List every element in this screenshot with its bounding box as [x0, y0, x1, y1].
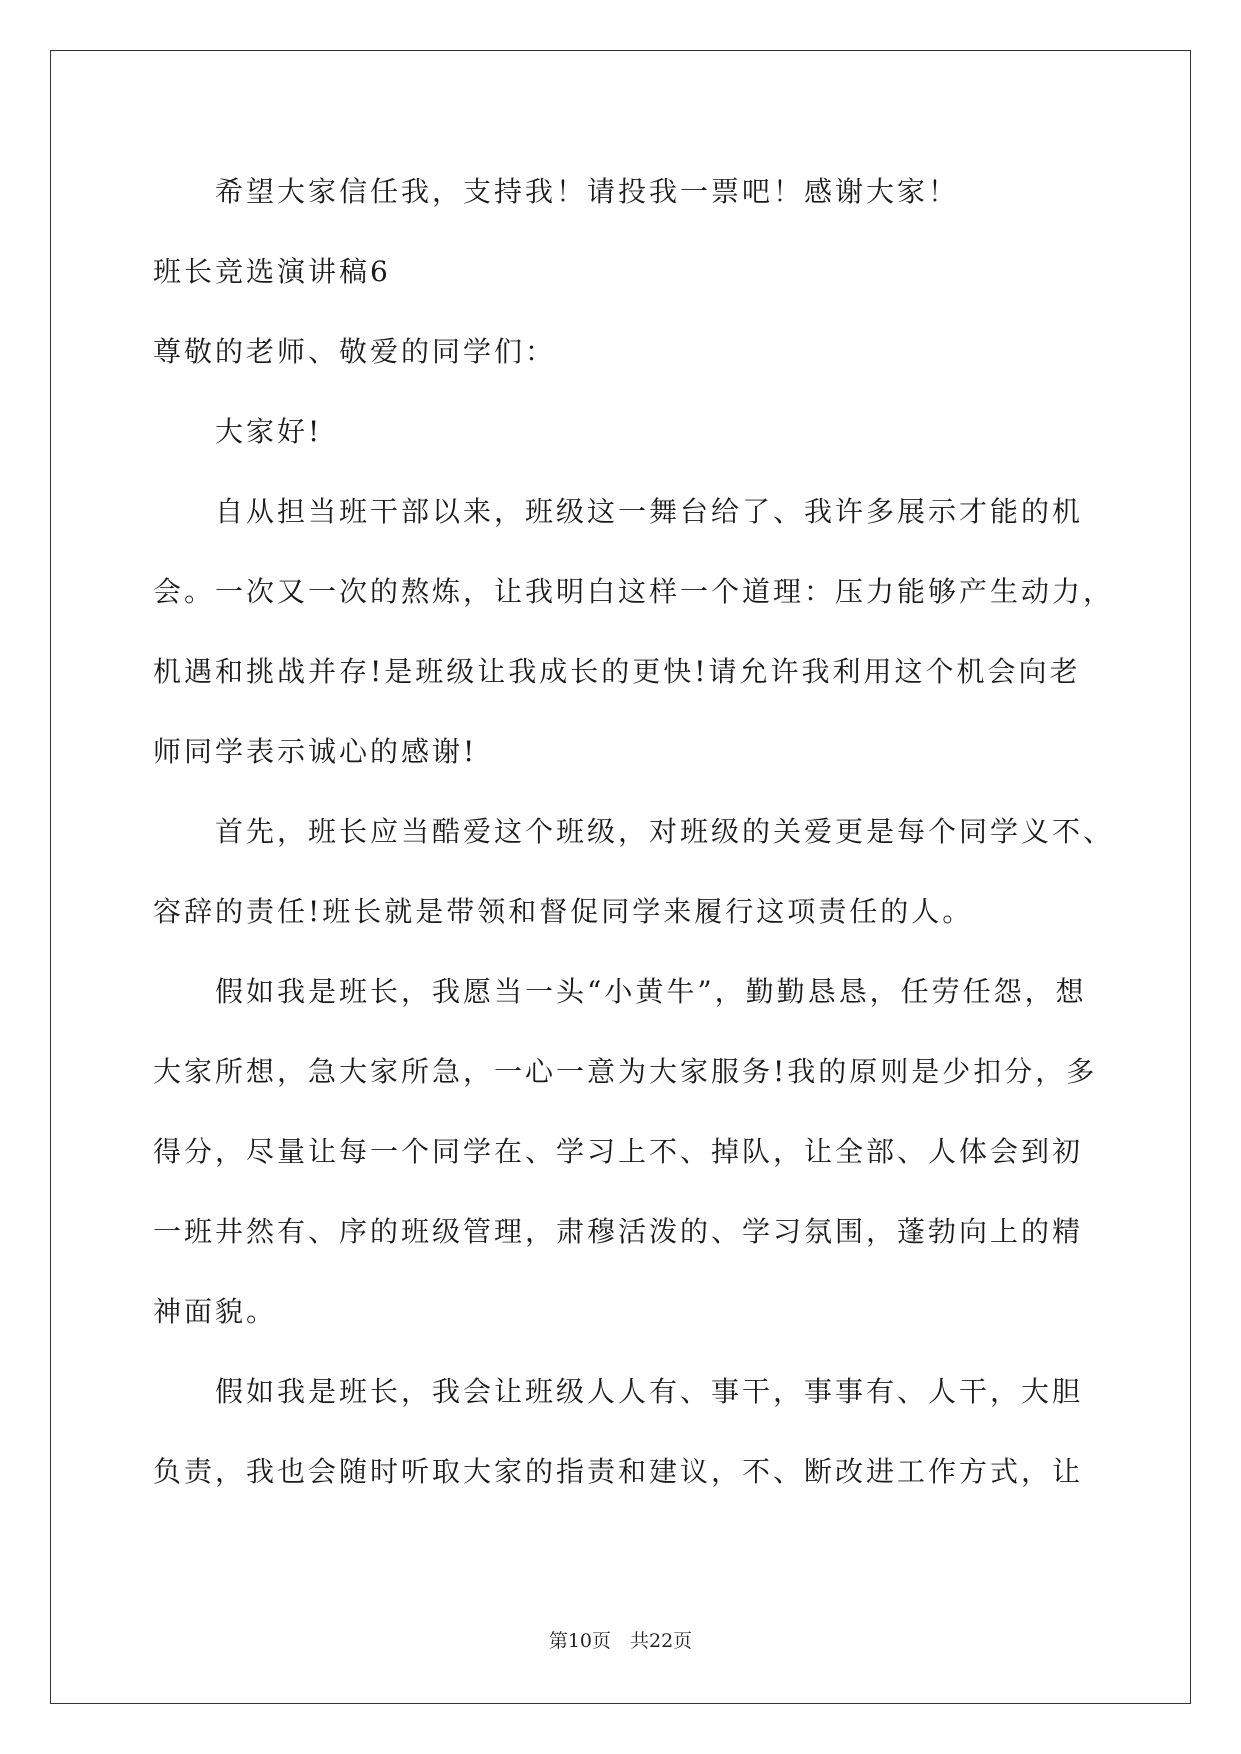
- paragraph-line: 假如我是班长，我愿当一头“小黄牛”，勤勤恳恳，任劳任怨，想: [215, 975, 1087, 1008]
- paragraph-line: 自从担当班干部以来，班级这一舞台给了、我许多展示才能的机: [215, 495, 1084, 528]
- paragraph-line: 得分，尽量让每一个同学在、学习上不、掉队，让全部、人体会到初: [153, 1135, 1084, 1168]
- paragraph-line: 负责，我也会随时听取大家的指责和建议，不、断改进工作方式，让: [153, 1455, 1084, 1488]
- section-title: 班长竞选演讲稿6: [153, 255, 391, 288]
- paragraph-line: 容辞的责任!班长就是带领和督促同学来履行这项责任的人。: [153, 895, 974, 928]
- paragraph-line: 机遇和挑战并存!是班级让我成长的更快!请允许我利用这个机会向老: [153, 655, 1081, 688]
- salutation: 尊敬的老师、敬爱的同学们：: [153, 335, 557, 368]
- page-footer: 第10页 共22页: [548, 1630, 693, 1652]
- closing-line: 希望大家信任我，支持我！请投我一票吧！感谢大家！: [215, 175, 960, 208]
- greeting: 大家好!: [215, 415, 323, 448]
- paragraph-line: 大家所想，急大家所急，一心一意为大家服务!我的原则是少扣分，多: [153, 1055, 1098, 1088]
- paragraph-line: 神面貌。: [153, 1295, 278, 1328]
- paragraph-line: 首先，班长应当酷爱这个班级，对班级的关爱更是每个同学义不、: [215, 815, 1115, 848]
- paragraph-line: 师同学表示诚心的感谢!: [153, 735, 478, 768]
- paragraph-line: 会。一次又一次的熬炼，让我明白这样一个道理：压力能够产生动力，: [153, 575, 1115, 608]
- paragraph-line: 一班井然有、序的班级管理，肃穆活泼的、学习氛围，蓬勃向上的精: [153, 1215, 1084, 1248]
- paragraph-line: 假如我是班长，我会让班级人人有、事干，事事有、人干，大胆: [215, 1375, 1084, 1408]
